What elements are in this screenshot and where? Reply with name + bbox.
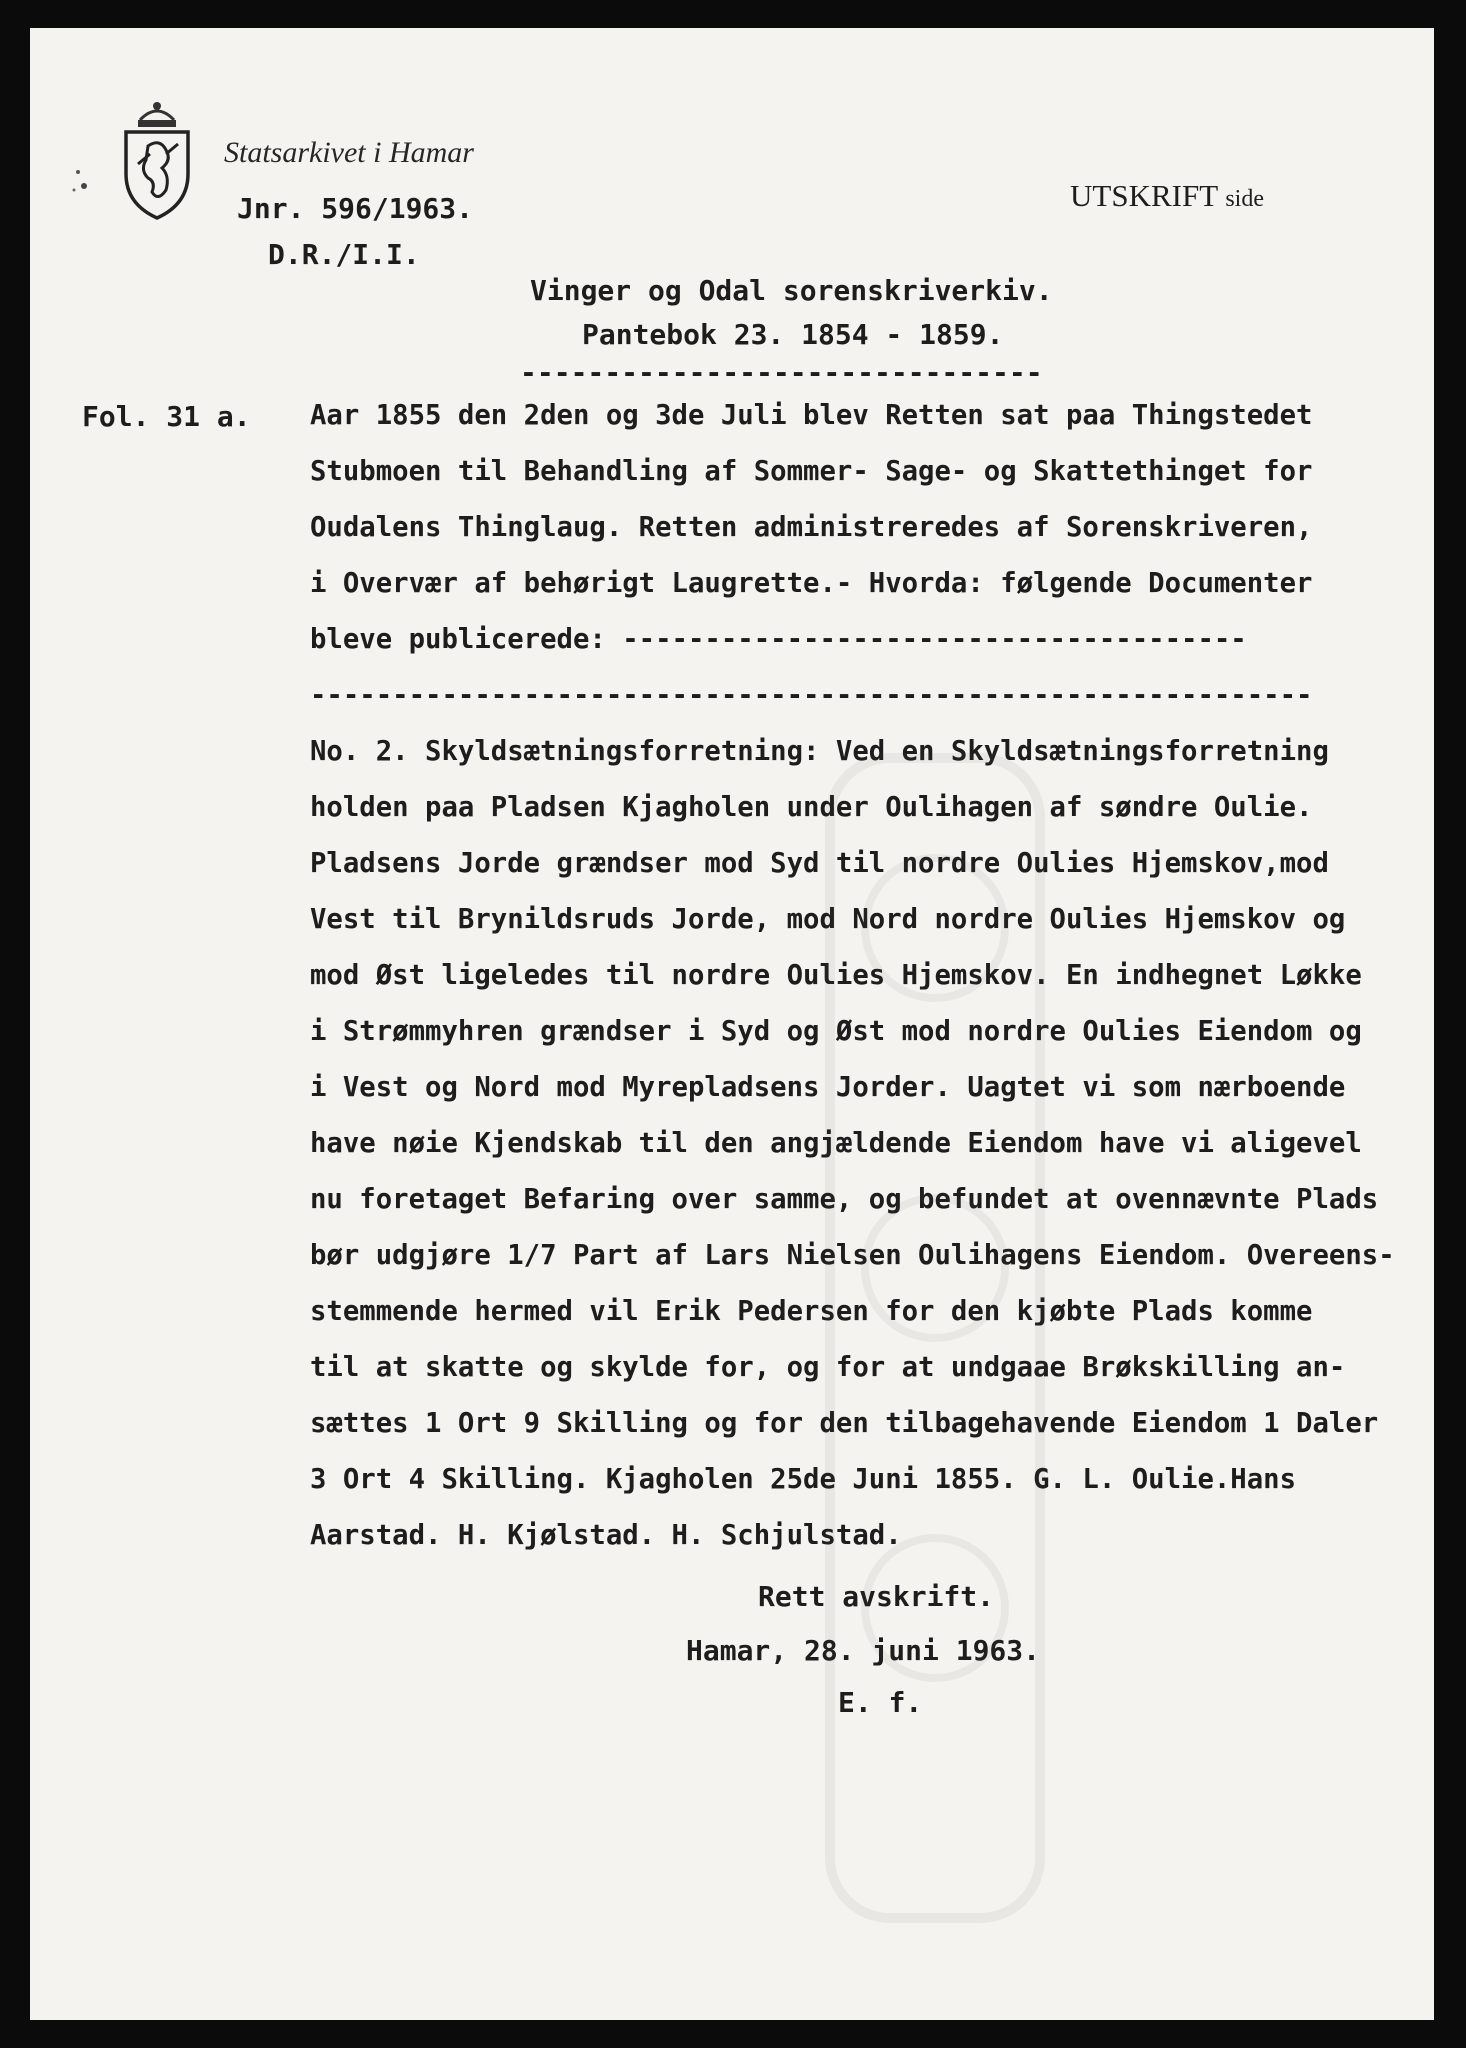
body-line: stemmende hermed vil Erik Pedersen for den kjøbte Plads komme bbox=[310, 1296, 1313, 1327]
document-title-line2: Pantebok 23. 1854 - 1859. bbox=[582, 318, 1004, 351]
body-line: 3 Ort 4 Skilling. Kjagholen 25de Juni 1855. G. L. Oulie.Hans bbox=[310, 1464, 1297, 1495]
initials: D.R./I.I. bbox=[268, 238, 420, 271]
faint-stamp-icon bbox=[820, 748, 1050, 1928]
folio-reference: Fol. 31 a. bbox=[82, 400, 251, 433]
body-line: bør udgjøre 1/7 Part af Lars Nielsen Oulihagens Eiendom. Overeens- bbox=[310, 1240, 1395, 1271]
document-title-line1: Vinger og Odal sorenskriverkiv. bbox=[530, 274, 1053, 307]
body-line: Aar 1855 den 2den og 3de Juli blev Retten sat paa Thingstedet bbox=[310, 400, 1313, 431]
body-line: Vest til Brynildsruds Jorde, mod Nord nordre Oulies Hjemskov og bbox=[310, 904, 1346, 935]
closing-initials: E. f. bbox=[838, 1686, 923, 1719]
body-line: til at skatte og skylde for, og for at undgaae Brøkskilling an- bbox=[310, 1352, 1346, 1383]
title-rule: ------------------------------- bbox=[520, 356, 1043, 389]
body-line: i Overvær af behørigt Laugrette.- Hvorda: følgende Documenter bbox=[310, 568, 1313, 599]
journal-number: Jnr. 596/1963. bbox=[237, 192, 474, 225]
body-line: sættes 1 Ort 9 Skilling og for den tilbagehavende Eiendom 1 Daler bbox=[310, 1408, 1379, 1439]
closing-rett-avskrift: Rett avskrift. bbox=[758, 1580, 995, 1613]
body-line: bleve publicerede: -------------------------------------- bbox=[310, 624, 1247, 655]
body-line: No. 2. Skyldsætningsforretning: Ved en Skyldsætningsforretning bbox=[310, 736, 1329, 767]
utskrift-label bbox=[1070, 178, 1264, 214]
body-line: ------------------------------------------------------------- bbox=[310, 680, 1313, 711]
body-line: Oudalens Thinglaug. Retten administreredes af Sorenskriveren, bbox=[310, 512, 1313, 543]
body-line: nu foretaget Befaring over samme, og befundet at ovennævnte Plads bbox=[310, 1184, 1379, 1215]
utskrift-side: side bbox=[1225, 186, 1264, 212]
coat-of-arms-icon bbox=[112, 94, 202, 222]
body-line: mod Øst ligeledes til nordre Oulies Hjemskov. En indhegnet Løkke bbox=[310, 960, 1362, 991]
document-page bbox=[30, 28, 1434, 2020]
closing-place-date: Hamar, 28. juni 1963. bbox=[686, 1634, 1041, 1667]
body-line: holden paa Pladsen Kjagholen under Oulihagen af søndre Oulie. bbox=[310, 792, 1313, 823]
body-line: i Vest og Nord mod Myrepladsens Jorder. Uagtet vi som nærboende bbox=[310, 1072, 1346, 1103]
body-line: Aarstad. H. Kjølstad. H. Schjulstad. bbox=[310, 1520, 902, 1551]
archive-name: Statsarkivet i Hamar bbox=[224, 136, 474, 169]
utskrift-text: UTSKRIFT bbox=[1070, 178, 1218, 213]
body-line: i Strømmyhren grændser i Syd og Øst mod nordre Oulies Eiendom og bbox=[310, 1016, 1362, 1047]
body-line: Stubmoen til Behandling af Sommer- Sage- og Skattethinget for bbox=[310, 456, 1313, 487]
scan-speck-icon bbox=[70, 166, 110, 196]
body-line: have nøie Kjendskab til den angjældende Eiendom have vi aligevel bbox=[310, 1128, 1362, 1159]
body-line: Pladsens Jorde grændser mod Syd til nordre Oulies Hjemskov,mod bbox=[310, 848, 1329, 879]
